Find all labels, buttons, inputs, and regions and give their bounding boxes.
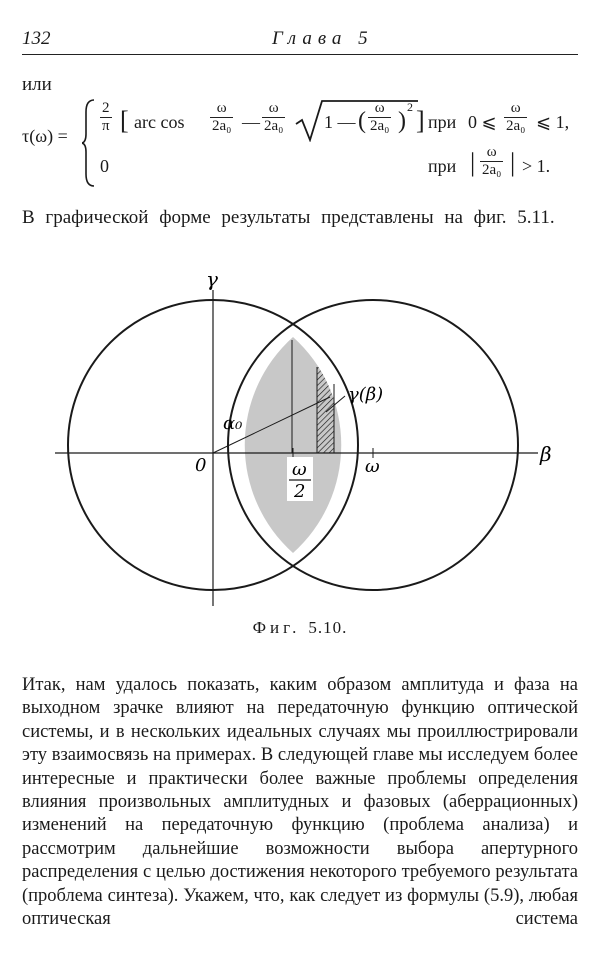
paragraph-intro: В графической форме результаты представлены на фиг. 5.11. xyxy=(22,207,555,228)
exponent: 2 xyxy=(407,100,413,114)
half-omega-num: ω xyxy=(292,459,307,480)
condition1-right: ⩽ 1, xyxy=(536,112,570,132)
alpha0-label: α₀ xyxy=(223,413,243,434)
chapter-title: Глава 5 xyxy=(272,28,374,49)
caption-number: 5.10. xyxy=(308,618,348,637)
beta-axis-label: β xyxy=(540,442,552,466)
bracket-open: [ xyxy=(120,106,129,135)
condition1-left: 0 ⩽ xyxy=(468,112,497,132)
condition2-right: > 1. xyxy=(522,156,551,176)
page-header xyxy=(22,28,578,54)
frac-omega-2: $\frac{\omega}{\text{2a₀}}$ xyxy=(264,100,284,134)
condition1-word: при xyxy=(428,112,457,132)
formula-case1: $\frac{2}{\pi}$ xyxy=(102,100,110,134)
gamma-axis-label: γ xyxy=(206,272,218,291)
left-brace xyxy=(82,98,96,188)
frac-omega-3: $\frac{\omega}{\text{2a₀}}$ xyxy=(370,100,390,134)
arccos-label: arc cos xyxy=(134,112,185,132)
figure-caption xyxy=(0,618,600,638)
omega-axis-label: ω xyxy=(365,456,380,477)
formula-case2-zero: 0 xyxy=(100,156,109,176)
minus-sign: — xyxy=(242,112,260,132)
one-minus: 1 — xyxy=(324,112,356,132)
origin-label: 0 xyxy=(195,455,207,476)
formula-intro: или xyxy=(22,74,52,95)
header-rule xyxy=(22,54,578,55)
half-omega-den: 2 xyxy=(294,481,306,502)
figure-5-10 xyxy=(40,272,570,608)
frac-omega-1: $\frac{\omega}{\text{2a₀}}$ xyxy=(212,100,232,134)
frac-omega-4: $\frac{\omega}{\text{2a₀}}$ xyxy=(506,100,526,134)
bracket-close: ] xyxy=(416,106,425,135)
caption-label: Фиг. xyxy=(252,618,301,637)
paren-close: ) xyxy=(398,108,406,134)
page-number: 132 xyxy=(22,28,51,49)
abs-bar-left: | xyxy=(470,148,476,177)
formula-lhs: τ(ω) = xyxy=(22,126,68,146)
abs-bar-right: | xyxy=(510,148,516,177)
gamma-beta-label: γ(β) xyxy=(348,384,384,405)
paragraph-main: Итак, нам удалось показать, каким образом амплитуда и фаза на выходном зрачке влияют на передаточную функцию оптической системы, и в нескольких идеальных случаях мы проиллюстрировали эту взаимосвязь на примерах. В следующей главе мы исследуем более интересные и практически более важные проблемы определения влияния произвольных амплитудных и фазовых (аберрационных) изменений на передаточную функцию (проблема анализа) и рассмотрим дальнейшие возможности выбора апертурного распределения с целью достижения некоторого требуемого результата (проблема синтеза). Укажем, что, как следует из формулы (5.9), любая оптическая система xyxy=(22,675,578,930)
formula-tau xyxy=(22,96,582,192)
frac-omega-5: $\frac{\omega}{\text{2a₀}}$ xyxy=(482,144,502,178)
hatched-strip xyxy=(317,367,334,453)
condition2-word: при xyxy=(428,156,457,176)
paren-open: ( xyxy=(358,108,366,134)
